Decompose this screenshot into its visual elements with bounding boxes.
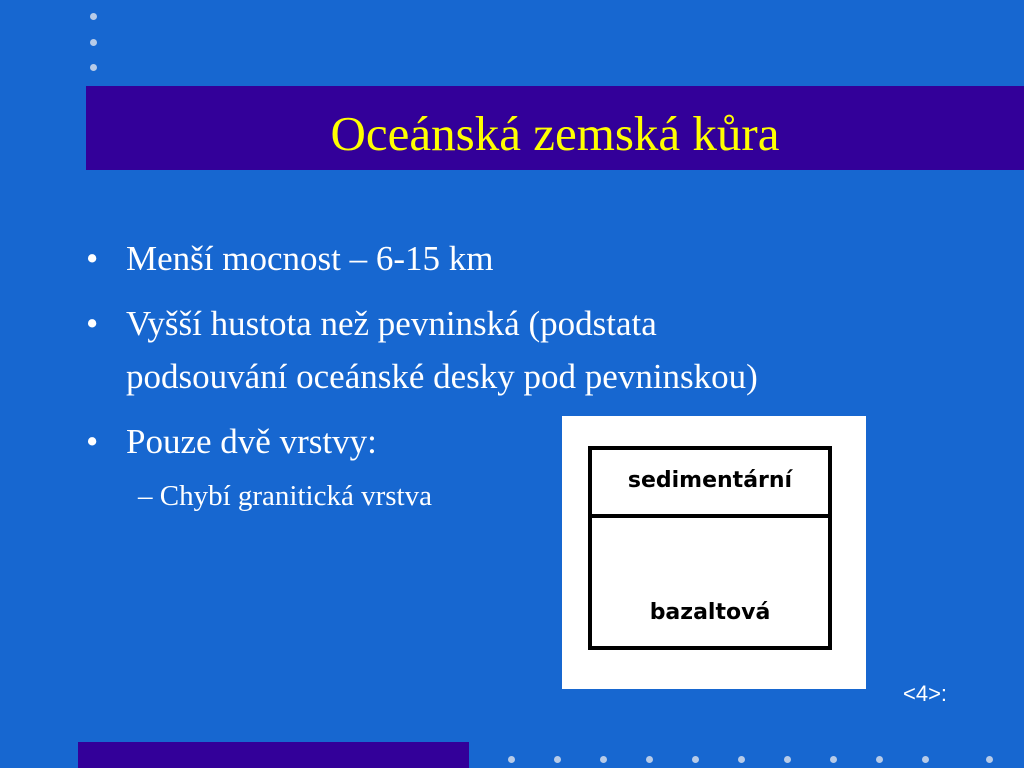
bullet-marker: • — [86, 422, 99, 461]
decor-dot — [876, 756, 883, 763]
bullet-text: Menší mocnost – 6-15 km — [126, 239, 494, 278]
footer-bar — [78, 742, 469, 768]
decor-dot — [922, 756, 929, 763]
bullet-text: Vyšší hustota než pevninská (podstata podsouvání oceánské desky pod pevninskou) — [126, 304, 758, 396]
slide-title: Oceánská zemská kůra — [330, 106, 780, 161]
decor-dot — [90, 39, 97, 46]
layer-divider — [592, 514, 828, 518]
decor-dot — [554, 756, 561, 763]
decor-dot — [784, 756, 791, 763]
bullet-text: Pouze dvě vrstvy: — [126, 422, 377, 461]
decor-dot — [738, 756, 745, 763]
crust-layers-diagram — [562, 416, 866, 689]
decor-dot — [646, 756, 653, 763]
sub-bullet-marker: – — [138, 480, 153, 512]
decor-dot — [90, 64, 97, 71]
decor-dot — [90, 13, 97, 20]
decor-dot — [986, 756, 993, 763]
sub-bullet-text: Chybí granitická vrstva — [159, 480, 432, 512]
layer-box — [588, 446, 832, 650]
layer-label-sedimentary: sedimentární — [627, 468, 793, 493]
bullet-marker: • — [86, 304, 99, 343]
bullet-item — [86, 232, 846, 285]
decor-dot — [692, 756, 699, 763]
bullet-marker: • — [86, 239, 99, 278]
page-number: <4>: — [903, 681, 948, 706]
title-bar — [86, 86, 1024, 170]
layer-label-basalt: bazaltová — [649, 600, 771, 625]
decor-dot — [600, 756, 607, 763]
decor-dot — [830, 756, 837, 763]
decor-dot — [508, 756, 515, 763]
bullet-item — [86, 297, 826, 403]
